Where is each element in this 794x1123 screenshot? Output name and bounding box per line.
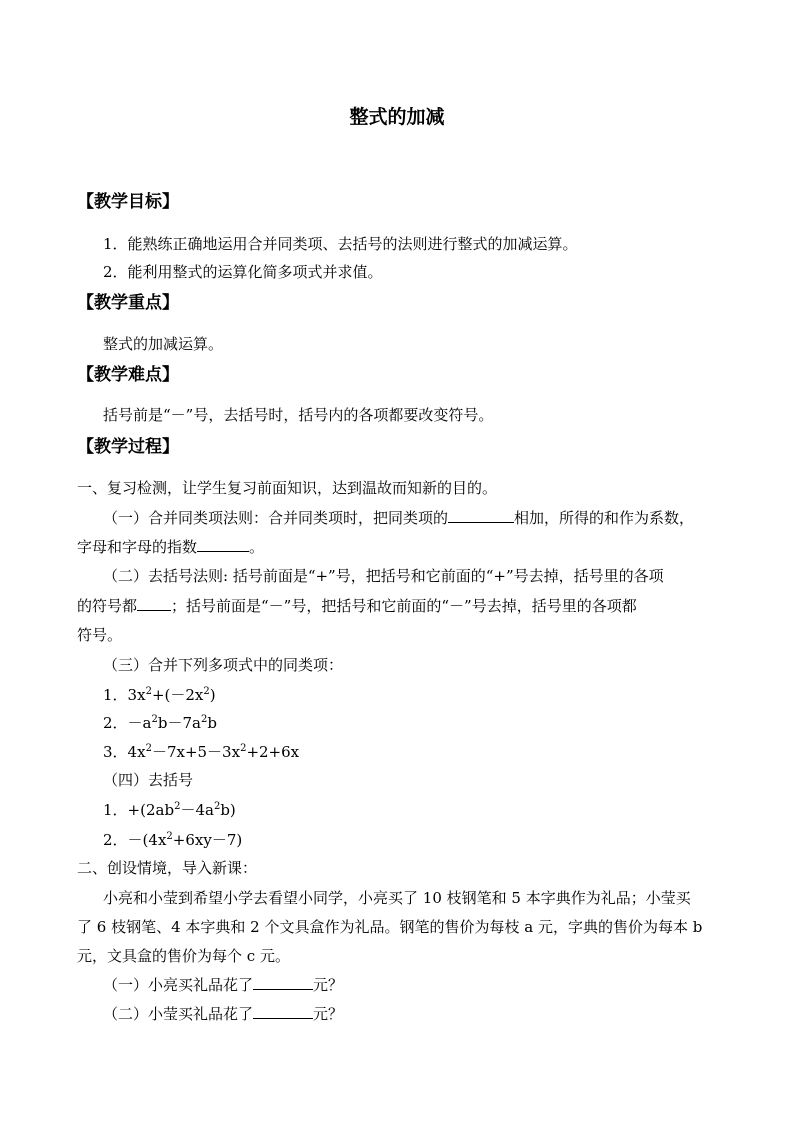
rule1-text-b: 相加，所得的和作为系数， [514, 509, 695, 527]
rule1-line1 [103, 508, 694, 528]
story-line-3: 元，文具盒的售价为每个 c 元。 [77, 947, 290, 965]
difficulty-text: 括号前是“－”号，去括号时，括号内的各项都要改变符号。 [103, 406, 494, 424]
rule2-line1: （二）去括号法则: 括号前面是“+”号，把括号和它前面的“+”号去掉，括号里的各项 [103, 567, 664, 585]
combine-item-3: 3．$4x^2-7x+5-3x^2+2+6x$ [103, 743, 300, 761]
rule1-text-a: （一）合并同类项法则：合并同类项时，把同类项的 [103, 509, 449, 527]
combine-title: （三）合并下列多项式中的同类项： [103, 656, 344, 674]
fill-blank [448, 508, 514, 523]
combine-item-2: 2．$-a^2b-7a^2b$ [103, 714, 217, 732]
story-line-1: 小亮和小莹到希望小学去看望小同学，小亮买了 10 枝钢笔和 5 本字典作为礼品；小莹买 [103, 889, 691, 907]
rule2-text-b: 的符号都 [77, 597, 138, 615]
section-heading-key-point: 【教学重点】 [77, 293, 179, 313]
part2-title: 二、创设情境，导入新课： [77, 859, 258, 877]
rule2-text-c: ；括号前面是“－”号，把括号和它前面的“－”号去掉，括号里的各项都 [171, 597, 637, 615]
rule1-text-c: 字母和字母的指数 [77, 538, 198, 556]
fill-blank [253, 975, 313, 990]
goal-item-1: 1．能熟练正确地运用合并同类项、去括号的法则进行整式的加减运算。 [103, 235, 578, 253]
rule1-line2 [77, 537, 264, 557]
rule1-text-d: 。 [249, 538, 265, 556]
rule2-line2 [77, 596, 637, 616]
key-point-text: 整式的加减运算。 [103, 335, 224, 353]
question-1: （一）小亮买礼品花了 元？ [103, 976, 344, 994]
section-heading-goals: 【教学目标】 [77, 192, 179, 212]
rule2-line3: 符号。 [77, 626, 123, 644]
bracket-item-1: 1．$+(2ab^2-4a^2b)$ [103, 801, 236, 819]
bracket-item-2: 2．$-(4x^2+6xy-7)$ [103, 831, 243, 849]
section-heading-difficulty: 【教学难点】 [77, 365, 179, 385]
question-2: （二）小莹买礼品花了 元？ [103, 1005, 344, 1023]
section-heading-process: 【教学过程】 [77, 437, 179, 457]
fill-blank [197, 537, 249, 552]
story-line-2: 了 6 枝钢笔、4 本字典和 2 个文具盒作为礼品。钢笔的售价为每枝 a 元，字典的售价为每本 b [77, 918, 703, 936]
fill-blank [253, 1004, 313, 1019]
combine-item-1: 1．$3x^2+(-2x^2)$ [103, 686, 216, 704]
page-title: 整式的加减 [349, 106, 445, 128]
part1-title: 一、复习检测，让学生复习前面知识，达到温故而知新的目的。 [77, 479, 498, 497]
fill-blank [137, 596, 171, 611]
bracket-title: （四）去括号 [103, 771, 194, 789]
goal-item-2: 2．能利用整式的运算化简多项式并求值。 [103, 263, 383, 281]
